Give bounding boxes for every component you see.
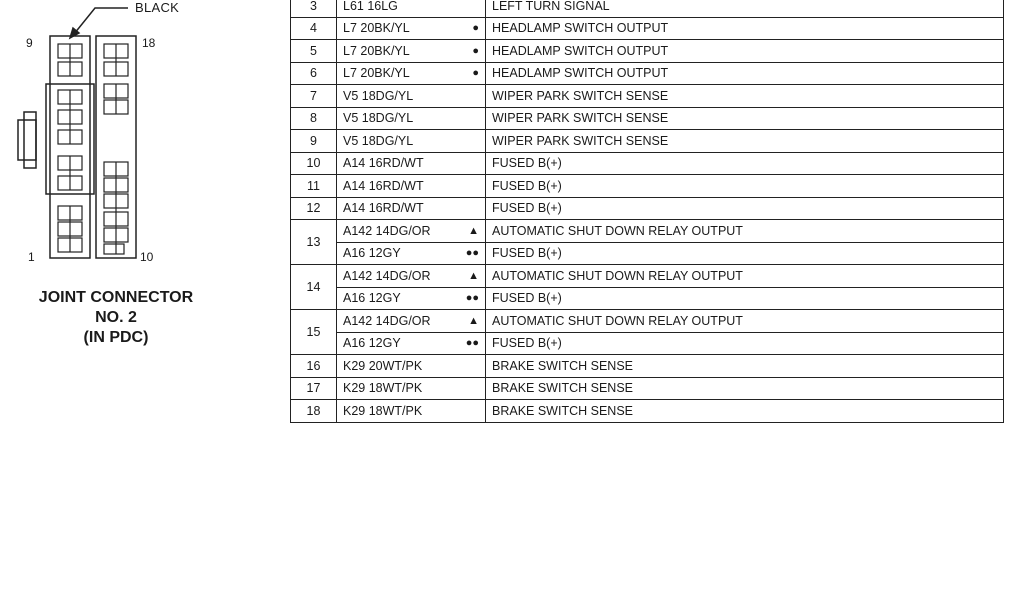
marker-cell: ● (449, 40, 486, 63)
function-cell: LEFT TURN SIGNAL (486, 0, 1004, 17)
table-row (291, 355, 1004, 378)
function-cell: AUTOMATIC SHUT DOWN RELAY OUTPUT (486, 310, 1004, 333)
table-row (291, 40, 1004, 63)
marker-cell (449, 355, 486, 378)
marker-cell: ▲ (449, 310, 486, 333)
function-cell: FUSED B(+) (486, 287, 1004, 310)
circuit-table (290, 0, 1004, 423)
table-row (291, 220, 1004, 243)
cavity-cell: 16 (291, 355, 337, 378)
cavity-cell: 11 (291, 175, 337, 198)
wire-cell: V5 18DG/YL (337, 107, 450, 130)
table-row (291, 332, 1004, 355)
table-row (291, 17, 1004, 40)
cavity-cell: 10 (291, 152, 337, 175)
pin-label-bottom-left: 1 (28, 250, 35, 264)
connector-title-line: JOINT CONNECTOR (38, 289, 194, 306)
marker-cell: ●● (449, 242, 486, 265)
marker-cell (449, 107, 486, 130)
wire-cell: A14 16RD/WT (337, 175, 450, 198)
wire-cell: K29 18WT/PK (337, 377, 450, 400)
table-row (291, 175, 1004, 198)
function-cell: BRAKE SWITCH SENSE (486, 400, 1004, 423)
cavity-cell: 14 (291, 265, 337, 310)
table-row (291, 197, 1004, 220)
marker-cell (449, 377, 486, 400)
wire-cell: A142 14DG/OR (337, 220, 450, 243)
pin-label-top-left: 9 (26, 36, 33, 50)
function-cell: HEADLAMP SWITCH OUTPUT (486, 62, 1004, 85)
table-row (291, 265, 1004, 288)
table-row (291, 85, 1004, 108)
cavity-cell: 17 (291, 377, 337, 400)
marker-cell (449, 85, 486, 108)
cavity-terminals (58, 44, 128, 254)
wire-cell: A16 12GY (337, 287, 450, 310)
wire-cell: A14 16RD/WT (337, 152, 450, 175)
marker-cell: ●● (449, 332, 486, 355)
table-row (291, 152, 1004, 175)
marker-cell: ●● (449, 287, 486, 310)
table-row (291, 62, 1004, 85)
marker-cell (449, 152, 486, 175)
callout-leader (74, 8, 128, 34)
wire-cell: K29 18WT/PK (337, 400, 450, 423)
wire-cell: A142 14DG/OR (337, 310, 450, 333)
function-cell: WIPER PARK SWITCH SENSE (486, 85, 1004, 108)
function-cell: WIPER PARK SWITCH SENSE (486, 130, 1004, 153)
cavity-cell: 13 (291, 220, 337, 265)
wire-cell: K29 20WT/PK (337, 355, 450, 378)
marker-cell: ● (449, 62, 486, 85)
callout-label: BLACK (135, 0, 180, 15)
function-cell: BRAKE SWITCH SENSE (486, 377, 1004, 400)
wire-cell: L61 16LG (337, 0, 450, 17)
cavity-cell: 8 (291, 107, 337, 130)
cavity-cell: 15 (291, 310, 337, 355)
marker-cell: ▲ (449, 220, 486, 243)
function-cell: FUSED B(+) (486, 197, 1004, 220)
cavity-cell: 9 (291, 130, 337, 153)
circuit-table-body (291, 0, 1004, 422)
marker-cell (449, 130, 486, 153)
connector-panel (0, 0, 280, 600)
connector-title (0, 288, 232, 348)
cavity-cell: 7 (291, 85, 337, 108)
marker-cell: ● (449, 17, 486, 40)
connector-latch (18, 120, 36, 160)
cavity-cell: 12 (291, 197, 337, 220)
function-cell: BRAKE SWITCH SENSE (486, 355, 1004, 378)
marker-cell (449, 175, 486, 198)
connector-title-line: NO. 2 (95, 309, 137, 326)
table-row (291, 400, 1004, 423)
function-cell: FUSED B(+) (486, 175, 1004, 198)
function-cell: HEADLAMP SWITCH OUTPUT (486, 17, 1004, 40)
wire-cell: L7 20BK/YL (337, 17, 450, 40)
cavity-cell: 5 (291, 40, 337, 63)
function-cell: HEADLAMP SWITCH OUTPUT (486, 40, 1004, 63)
wire-cell: A142 14DG/OR (337, 265, 450, 288)
cavity-cell: 4 (291, 17, 337, 40)
pin-label-bottom-right: 10 (140, 250, 154, 264)
function-cell: FUSED B(+) (486, 332, 1004, 355)
table-row (291, 130, 1004, 153)
function-cell: AUTOMATIC SHUT DOWN RELAY OUTPUT (486, 265, 1004, 288)
cavity-cell: 6 (291, 62, 337, 85)
wire-cell: A14 16RD/WT (337, 197, 450, 220)
function-cell: AUTOMATIC SHUT DOWN RELAY OUTPUT (486, 220, 1004, 243)
function-cell: WIPER PARK SWITCH SENSE (486, 107, 1004, 130)
table-row (291, 107, 1004, 130)
wire-cell: L7 20BK/YL (337, 40, 450, 63)
table-row (291, 287, 1004, 310)
table-row (291, 0, 1004, 17)
wire-cell: L7 20BK/YL (337, 62, 450, 85)
table-row (291, 310, 1004, 333)
marker-cell (449, 197, 486, 220)
marker-cell: ▲ (449, 265, 486, 288)
table-row (291, 377, 1004, 400)
wire-cell: A16 12GY (337, 332, 450, 355)
marker-cell (449, 0, 486, 17)
wire-cell: V5 18DG/YL (337, 85, 450, 108)
cavity-cell: 18 (291, 400, 337, 423)
function-cell: FUSED B(+) (486, 242, 1004, 265)
connector-title-line: (IN PDC) (83, 329, 149, 346)
wire-cell: A16 12GY (337, 242, 450, 265)
marker-cell (449, 400, 486, 423)
table-row (291, 242, 1004, 265)
function-cell: FUSED B(+) (486, 152, 1004, 175)
wire-cell: V5 18DG/YL (337, 130, 450, 153)
cavity-cell: 3 (291, 0, 337, 17)
pin-label-top-right: 18 (142, 36, 156, 50)
